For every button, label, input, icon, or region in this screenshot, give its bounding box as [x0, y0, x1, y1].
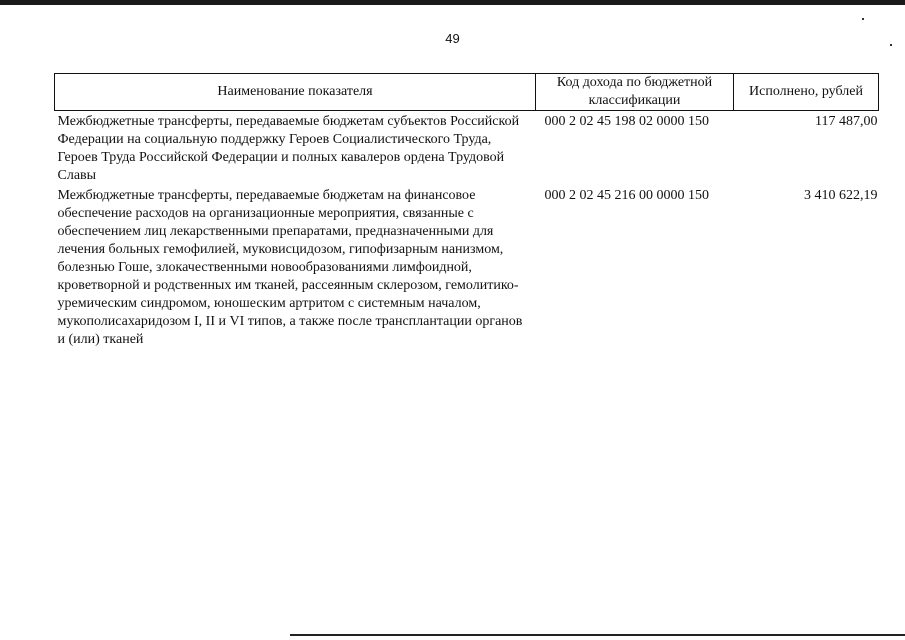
revenue-table [54, 73, 879, 349]
indicator-name-cell: Межбюджетные трансферты, передаваемые бюджетам субъектов Российской Федерации на социальную поддержку Героев Социалистического Труда, Героев Труда Российской Федерации и полных кавалеров ордена Трудовой Славы [57, 114, 520, 183]
indicator-name-cell: Межбюджетные трансферты, передаваемые бюджетам на финансовое обеспечение расходов на организационные мероприятия, связанные с обеспечением лиц лекарственными препаратами, предназначенными для лечения больных гемофилией, муковисцидозом, гипофизарным нанизмом, болезнью Гоше, злокачественными новообразованиями лимфоидной, кроветворной и родственных им тканей, рассеянным склерозом, гемолитико-уремическим синдромом, юношеским артритом с системным началом, мукополисахаридозом I, II и VI типов, а также после трансплантации органов и (или) тканей [57, 188, 523, 347]
header-executed-amount: Исполнено, рублей [734, 74, 879, 111]
scan-speck [862, 18, 864, 20]
top-edge-bar [0, 0, 905, 5]
budget-code-cell: 000 2 02 45 198 02 0000 150 [544, 114, 709, 129]
page-number: 49 [445, 31, 460, 46]
executed-amount-cell: 117 487,00 [815, 114, 878, 129]
header-budget-code: Код дохода по бюджетной классификации [536, 74, 734, 111]
table-row [55, 185, 879, 349]
table-row [55, 111, 879, 186]
table-header-row [55, 74, 879, 111]
executed-amount-cell: 3 410 622,19 [804, 188, 878, 203]
bottom-edge-line [290, 634, 905, 636]
budget-code-cell: 000 2 02 45 216 00 0000 150 [544, 188, 709, 203]
header-indicator-name: Наименование показателя [55, 74, 536, 111]
